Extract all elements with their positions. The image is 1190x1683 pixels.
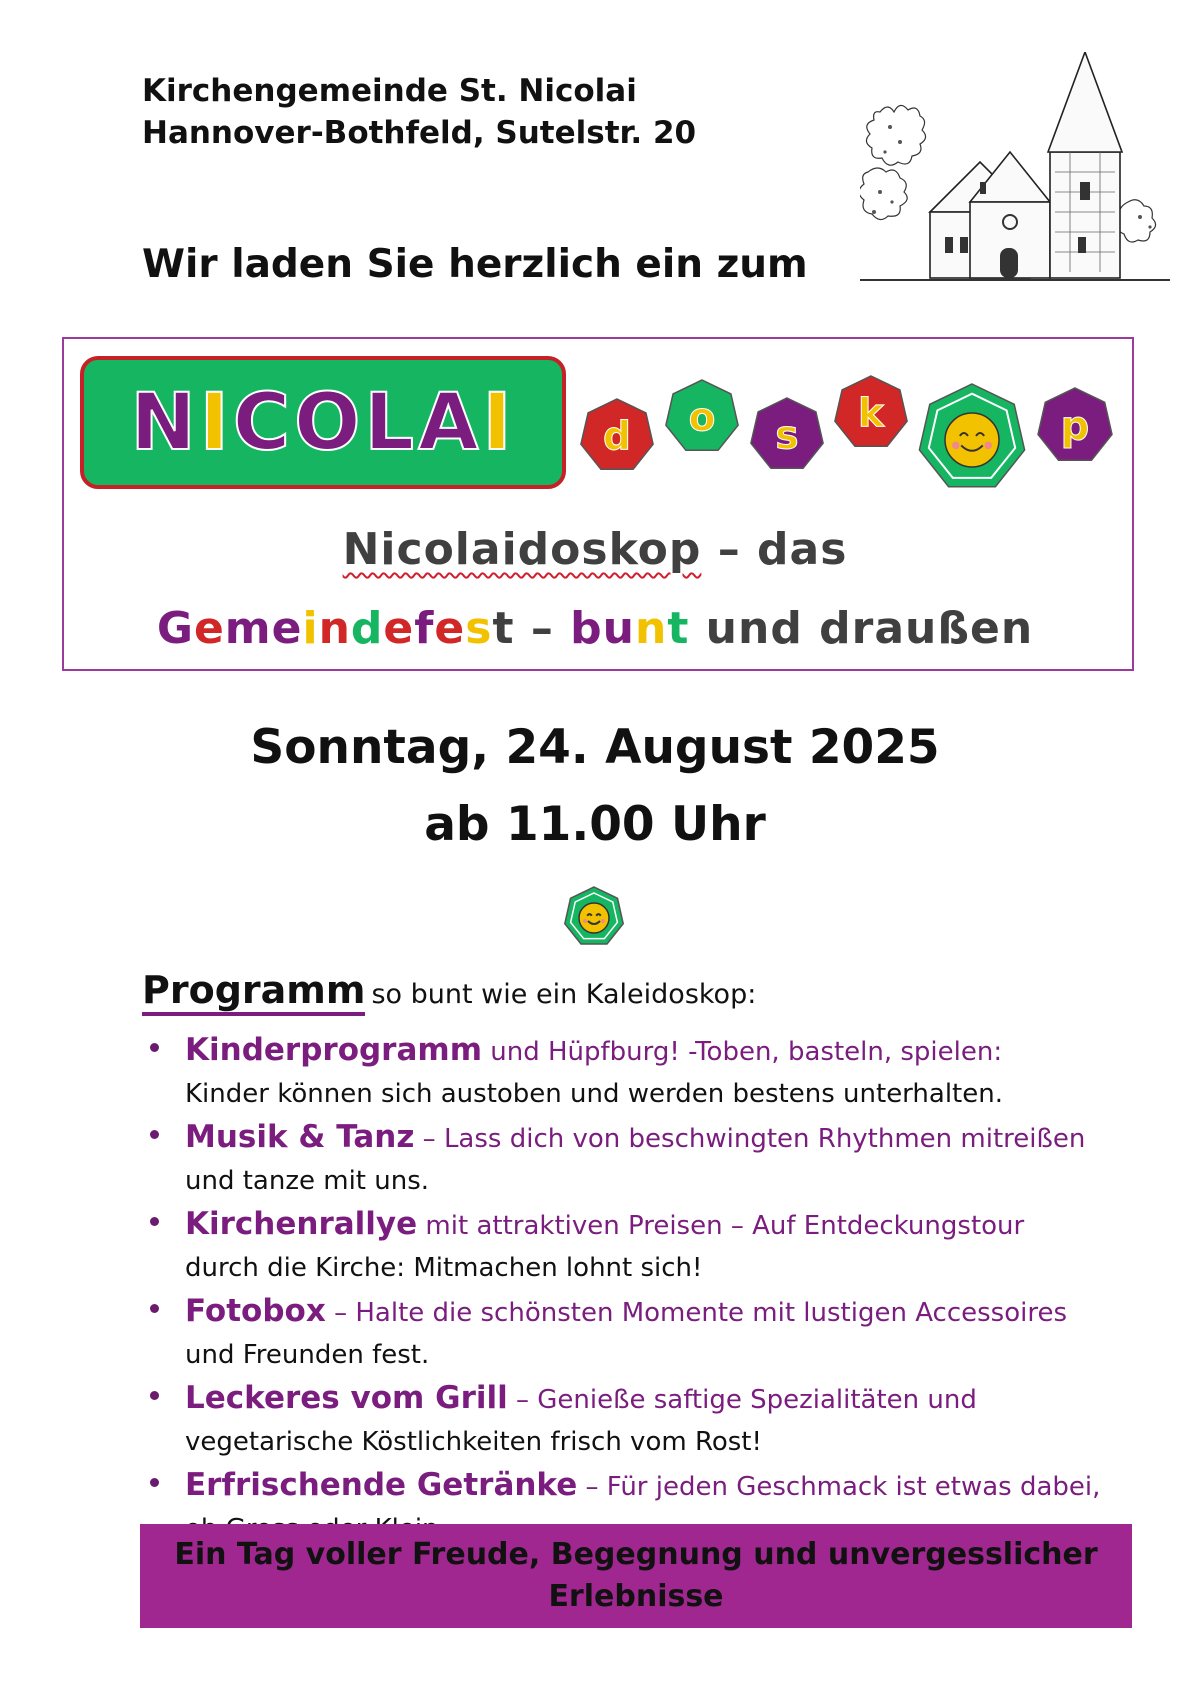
title-letter: b	[570, 603, 603, 654]
program-heading	[142, 968, 756, 1012]
program-item-description: – Lass dich von beschwingten Rhythmen mitreißen	[414, 1124, 1086, 1154]
org-name: Kirchengemeinde St. Nicolai	[142, 73, 637, 109]
program-item-detail: durch die Kirche: Mitmachen lohnt sich!	[185, 1253, 703, 1283]
program-item-description: – Halte die schönsten Momente mit lustigen Accessoires	[325, 1298, 1068, 1328]
bullet-icon	[150, 1304, 159, 1313]
bullet-icon	[150, 1130, 159, 1139]
title-letter: und draußen	[689, 603, 1034, 654]
event-title-line1	[0, 524, 1190, 575]
svg-text:p: p	[1060, 403, 1090, 450]
title-letter: m	[224, 603, 272, 654]
title-letter: t	[492, 603, 515, 654]
event-time: ab 11.00 Uhr	[424, 797, 766, 852]
title-letter: G	[156, 603, 194, 654]
program-item-detail: und tanze mit uns.	[185, 1166, 430, 1196]
small-smiley-icon	[562, 885, 626, 949]
title-letter: n	[318, 603, 351, 654]
nicolai-logo	[80, 356, 566, 489]
title-letter: e	[434, 603, 466, 654]
program-item-title: Kirchenrallye	[185, 1206, 418, 1242]
program-item	[150, 1030, 1110, 1114]
title-letter: e	[271, 603, 303, 654]
program-item-description: mit attraktiven Preisen – Auf Entdeckungstour	[417, 1211, 1025, 1241]
program-item-detail: vegetarische Köstlichkeiten frisch vom Rost!	[185, 1427, 762, 1457]
event-title-line2	[0, 603, 1190, 654]
badge-p	[1035, 386, 1115, 466]
logo-letter: I	[199, 377, 233, 468]
program-item-title: Leckeres vom Grill	[185, 1380, 508, 1416]
logo-letter: A	[418, 377, 483, 468]
badge-k	[832, 374, 910, 452]
event-title-suffix: – das	[701, 524, 848, 575]
invitation-line: Wir laden Sie herzlich ein zum	[142, 242, 808, 287]
org-address: Hannover-Bothfeld, Sutelstr. 20	[142, 115, 697, 151]
program-item	[150, 1291, 1110, 1375]
logo-letter: C	[232, 377, 295, 468]
title-letter: s	[465, 603, 493, 654]
program-item-description: – Genieße saftige Spezialitäten und	[507, 1385, 977, 1415]
title-letter: –	[514, 603, 571, 654]
badge-smiley-icon	[916, 382, 1028, 494]
program-item-title: Erfrischende Getränke	[185, 1467, 578, 1503]
bullet-icon	[150, 1478, 159, 1487]
church-illustration	[860, 52, 1170, 288]
badge-o	[663, 378, 741, 456]
program-list	[150, 1030, 1110, 1552]
title-letter: e	[193, 603, 225, 654]
footer-line1: Ein Tag voller Freude, Begegnung und unvergesslicher	[174, 1537, 1098, 1572]
footer-banner	[140, 1524, 1132, 1628]
program-item	[150, 1204, 1110, 1288]
program-item	[150, 1378, 1110, 1462]
logo-letter: O	[294, 377, 365, 468]
program-item-detail: Kinder können sich austoben und werden bestens unterhalten.	[185, 1079, 1003, 1109]
program-item-title: Kinderprogramm	[185, 1032, 482, 1068]
logo-letter: L	[364, 377, 419, 468]
bullet-icon	[150, 1391, 159, 1400]
program-item-detail: und Freunden fest.	[185, 1340, 430, 1370]
title-letter: e	[383, 603, 415, 654]
title-letter: t	[667, 603, 690, 654]
logo-letter: N	[130, 377, 200, 468]
program-subtitle: so bunt wie ein Kaleidoskop:	[371, 979, 757, 1010]
event-date: Sonntag, 24. August 2025	[250, 720, 940, 775]
badge-d	[578, 397, 656, 475]
svg-text:d: d	[603, 414, 631, 460]
title-letter: f	[414, 603, 435, 654]
svg-text:o: o	[688, 395, 716, 441]
nicolai-logo-text	[131, 378, 516, 468]
program-item-title: Fotobox	[185, 1293, 326, 1329]
program-item-description: – Für jeden Geschmack ist etwas dabei,	[577, 1472, 1101, 1502]
title-letter: d	[350, 603, 384, 654]
svg-text:s: s	[775, 413, 799, 459]
program-title: Programm	[142, 968, 365, 1016]
program-item-title: Musik & Tanz	[185, 1119, 415, 1155]
title-letter: n	[634, 603, 668, 654]
footer-line2: Erlebnisse	[548, 1579, 724, 1614]
bullet-icon	[150, 1217, 159, 1226]
logo-letter: I	[482, 377, 516, 468]
svg-text:k: k	[858, 391, 884, 437]
bullet-icon	[150, 1043, 159, 1052]
badge-s	[748, 396, 826, 474]
title-letter: i	[302, 603, 319, 654]
event-name: Nicolaidoskop	[342, 524, 702, 575]
program-item	[150, 1117, 1110, 1201]
program-item-description: und Hüpfburg! -Toben, basteln, spielen:	[482, 1037, 1003, 1067]
title-letter: u	[602, 603, 635, 654]
